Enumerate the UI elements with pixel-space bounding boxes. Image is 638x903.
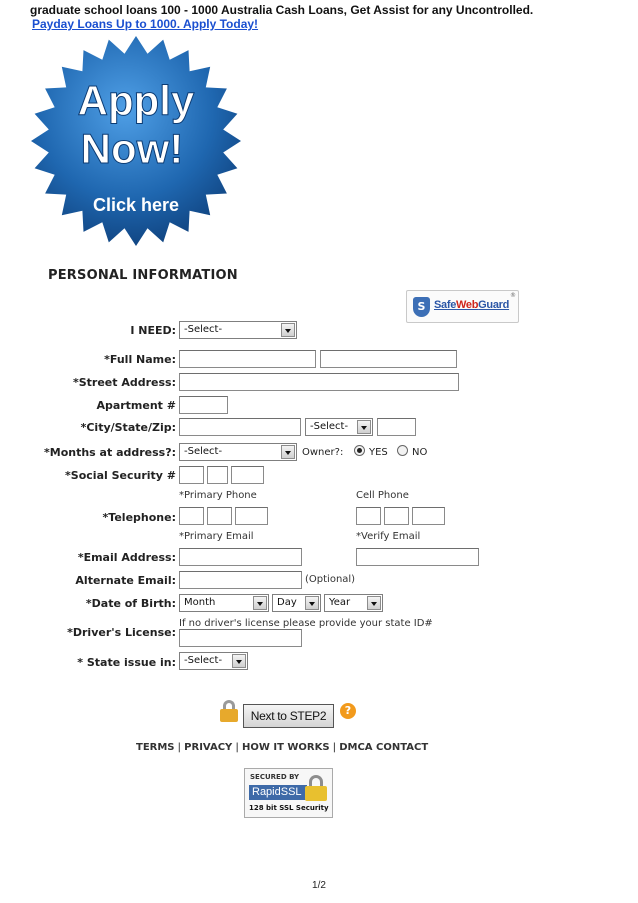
alternate-email-input[interactable] [179, 571, 302, 589]
state-issue-select[interactable]: -Select- [179, 652, 248, 670]
primary-phone-caption: *Primary Phone [179, 490, 257, 501]
drivers-license-input[interactable] [179, 629, 302, 647]
full-name-label: *Full Name: [104, 353, 176, 366]
zip-input[interactable] [377, 418, 416, 436]
owner-no-radio[interactable] [397, 445, 408, 456]
state-issue-label: * State issue in: [77, 656, 176, 669]
verify-email-input[interactable] [356, 548, 479, 566]
dob-year-select[interactable]: Year [324, 594, 383, 612]
alternate-email-label: Alternate Email: [75, 574, 176, 587]
safewebguard-badge[interactable] [406, 290, 519, 323]
primary-email-input[interactable] [179, 548, 302, 566]
cell-phone-line-input[interactable] [412, 507, 445, 525]
page-title: graduate school loans 100 - 1000 Australia Cash Loans, Get Assist for any Uncontrolled. [30, 3, 534, 17]
owner-label: Owner?: [302, 447, 344, 458]
page-number: 1/2 [312, 880, 326, 891]
rapidssl-badge[interactable] [244, 768, 333, 818]
primary-phone-prefix-input[interactable] [207, 507, 232, 525]
padlock-icon [305, 775, 327, 801]
dob-month-select[interactable]: Month [179, 594, 269, 612]
chevron-down-icon [357, 420, 371, 434]
payday-loans-link[interactable]: Payday Loans Up to 1000. Apply Today! [32, 17, 259, 31]
first-name-input[interactable] [179, 350, 316, 368]
shield-icon: S [413, 297, 430, 317]
owner-no-label: NO [412, 447, 428, 458]
lock-icon [220, 700, 238, 722]
street-address-label: *Street Address: [72, 376, 176, 389]
cell-phone-area-input[interactable] [356, 507, 381, 525]
date-of-birth-label: *Date of Birth: [85, 597, 176, 610]
email-address-label: *Email Address: [77, 551, 176, 564]
apartment-label: Apartment # [96, 399, 176, 412]
chevron-down-icon [281, 323, 295, 337]
months-at-address-label: *Months at address?: [44, 446, 176, 459]
owner-yes-radio[interactable] [354, 445, 365, 456]
license-note: If no driver's license please provide your state ID# [179, 618, 433, 629]
help-icon[interactable]: ? [340, 703, 356, 719]
state-select[interactable]: -Select- [305, 418, 373, 436]
chevron-down-icon [232, 654, 246, 668]
section-heading: PERSONAL INFORMATION [48, 268, 238, 283]
badge-apply-text: Apply [77, 77, 195, 124]
last-name-input[interactable] [320, 350, 457, 368]
city-input[interactable] [179, 418, 301, 436]
ssn-label: *Social Security # [65, 469, 176, 482]
chevron-down-icon [367, 596, 381, 610]
chevron-down-icon [253, 596, 267, 610]
how-it-works-link[interactable]: HOW IT WORKS [241, 742, 330, 753]
privacy-link[interactable]: PRIVACY [184, 742, 233, 753]
separator: | [235, 742, 239, 753]
primary-email-caption: *Primary Email [179, 531, 254, 542]
next-step-button[interactable]: Next to STEP2 [243, 704, 334, 728]
drivers-license-label: *Driver's License: [67, 626, 176, 639]
safe-text: Safe [434, 299, 457, 311]
ssn-part2-input[interactable] [207, 466, 228, 484]
chevron-down-icon [305, 596, 319, 610]
cell-phone-caption: Cell Phone [356, 490, 409, 501]
street-address-input[interactable] [179, 373, 459, 391]
city-state-zip-label: *City/State/Zip: [80, 421, 176, 434]
chevron-down-icon [281, 445, 295, 459]
cell-phone-prefix-input[interactable] [384, 507, 409, 525]
ssl-security-text: 128 bit SSL Security [249, 804, 329, 812]
secured-by-text: SECURED BY [250, 773, 300, 781]
ssn-part1-input[interactable] [179, 466, 204, 484]
primary-phone-line-input[interactable] [235, 507, 268, 525]
ssn-part3-input[interactable] [231, 466, 264, 484]
owner-yes-label: YES [369, 447, 388, 458]
rapidssl-text: RapidSSL [249, 785, 307, 800]
dob-day-select[interactable]: Day [272, 594, 321, 612]
footer-links [136, 742, 428, 753]
apply-now-badge[interactable] [28, 35, 244, 247]
separator: | [177, 742, 182, 753]
verify-email-caption: *Verify Email [356, 531, 421, 542]
terms-link[interactable]: TERMS [136, 742, 175, 753]
optional-note: (Optional) [305, 574, 356, 585]
i-need-label: I NEED: [130, 324, 176, 337]
guard-text: Guard [478, 299, 510, 311]
months-select[interactable]: -Select- [179, 443, 297, 461]
i-need-select[interactable]: -Select- [179, 321, 297, 339]
primary-phone-area-input[interactable] [179, 507, 204, 525]
apartment-input[interactable] [179, 396, 228, 414]
web-text: Web [456, 299, 479, 311]
registered-mark: ® [510, 292, 516, 299]
badge-click-here-text: Click here [92, 195, 180, 215]
badge-now-text: Now! [80, 125, 184, 172]
dmca-contact-link[interactable]: DMCA CONTACT [339, 742, 429, 753]
separator: | [332, 742, 337, 753]
telephone-label: *Telephone: [102, 511, 176, 524]
